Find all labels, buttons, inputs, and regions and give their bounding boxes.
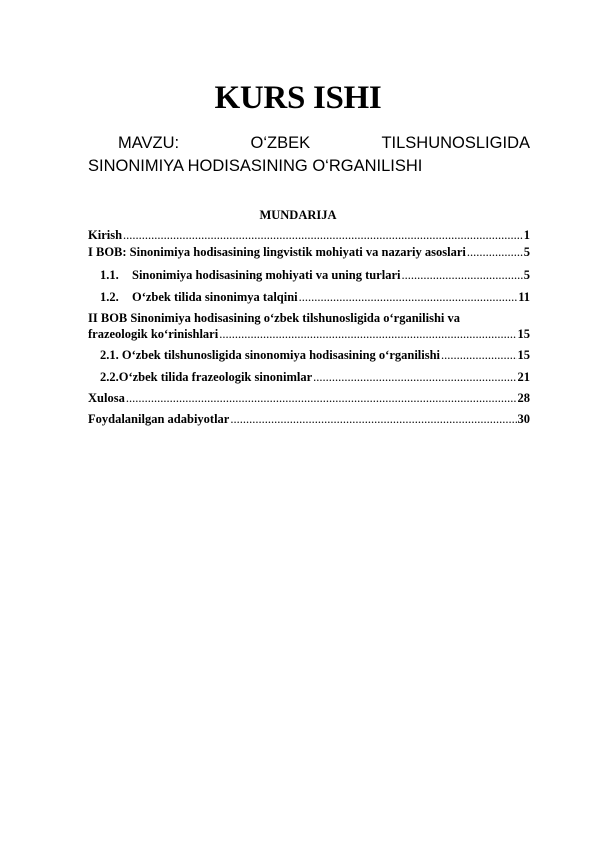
toc-entry-text: O‘zbek tilida sinonimya talqini [132,290,298,304]
toc-leader-dots [219,326,516,342]
toc-entry-text: Foydalanilgan adabiyotlar [88,412,230,426]
toc-page-number: 28 [517,391,530,405]
document-title: KURS ISHI [214,80,382,116]
toc-entry-chapter-1[interactable] [88,244,530,260]
toc-entry-text: I BOB: Sinonimiya hodisasining lingvistik mohiyati va nazariy asoslari [88,245,466,259]
toc-entry-2-2[interactable] [100,369,530,385]
toc-entry-chapter-2[interactable] [88,326,530,342]
toc-entry-text: Kirish [88,228,123,242]
toc-entry-chapter-2-line-1[interactable]: II BOB Sinonimiya hodisasining o‘zbek tilshunosligida o‘rganilishi va [88,311,460,325]
toc-entry-kirish[interactable] [88,227,530,243]
topic-block [88,132,530,178]
toc-page-number: 11 [518,290,530,304]
topic-label: MAVZU: [118,134,180,152]
toc-leader-dots [467,244,523,260]
toc-entry-adabiyotlar[interactable] [88,411,530,427]
toc-leader-dots [313,369,516,385]
toc-title: MUNDARIJA [259,208,337,222]
toc-page-number: 15 [517,348,530,362]
toc-entry-text: 2.1. O‘zbek tilshunosligida sinonomiya hodisasining o‘rganilishi [100,348,441,362]
topic-line-2: SINONIMIYA HODISASINING O‘RGANILISHI [88,157,423,175]
toc-page-number: 30 [517,412,530,426]
toc-leader-dots [230,411,516,427]
toc-entry-1-1[interactable] [100,267,530,283]
toc-entry-2-1[interactable] [100,347,530,363]
toc-leader-dots [441,347,516,363]
toc-entry-text: 2.2.O‘zbek tilida frazeologik sinonimlar [100,370,313,384]
toc-entry-xulosa[interactable] [88,390,530,406]
topic-word-1: O‘ZBEK [250,134,311,152]
toc-page-number: 1 [523,228,530,242]
toc-entry-text: frazeologik ko‘rinishlari [88,327,219,341]
toc-page-number: 15 [517,327,530,341]
toc-entry-text: Xulosa [88,391,125,405]
toc-leader-dots [123,227,523,243]
toc-entry-number: 1.2. [100,290,119,304]
topic-line-1 [88,132,530,155]
toc-leader-dots [126,390,517,406]
toc-page-number: 21 [517,370,530,384]
toc-entry-text: Sinonimiya hodisasining mohiyati va uning turlari [132,268,401,282]
topic-word-2: TILSHUNOSLIGIDA [381,134,530,152]
toc-entry-number: 1.1. [100,268,119,282]
toc-leader-dots [401,267,522,283]
toc-entry-1-2[interactable] [100,289,530,305]
toc-page-number: 5 [523,245,530,259]
toc-leader-dots [299,289,518,305]
toc-page-number: 5 [523,268,530,282]
